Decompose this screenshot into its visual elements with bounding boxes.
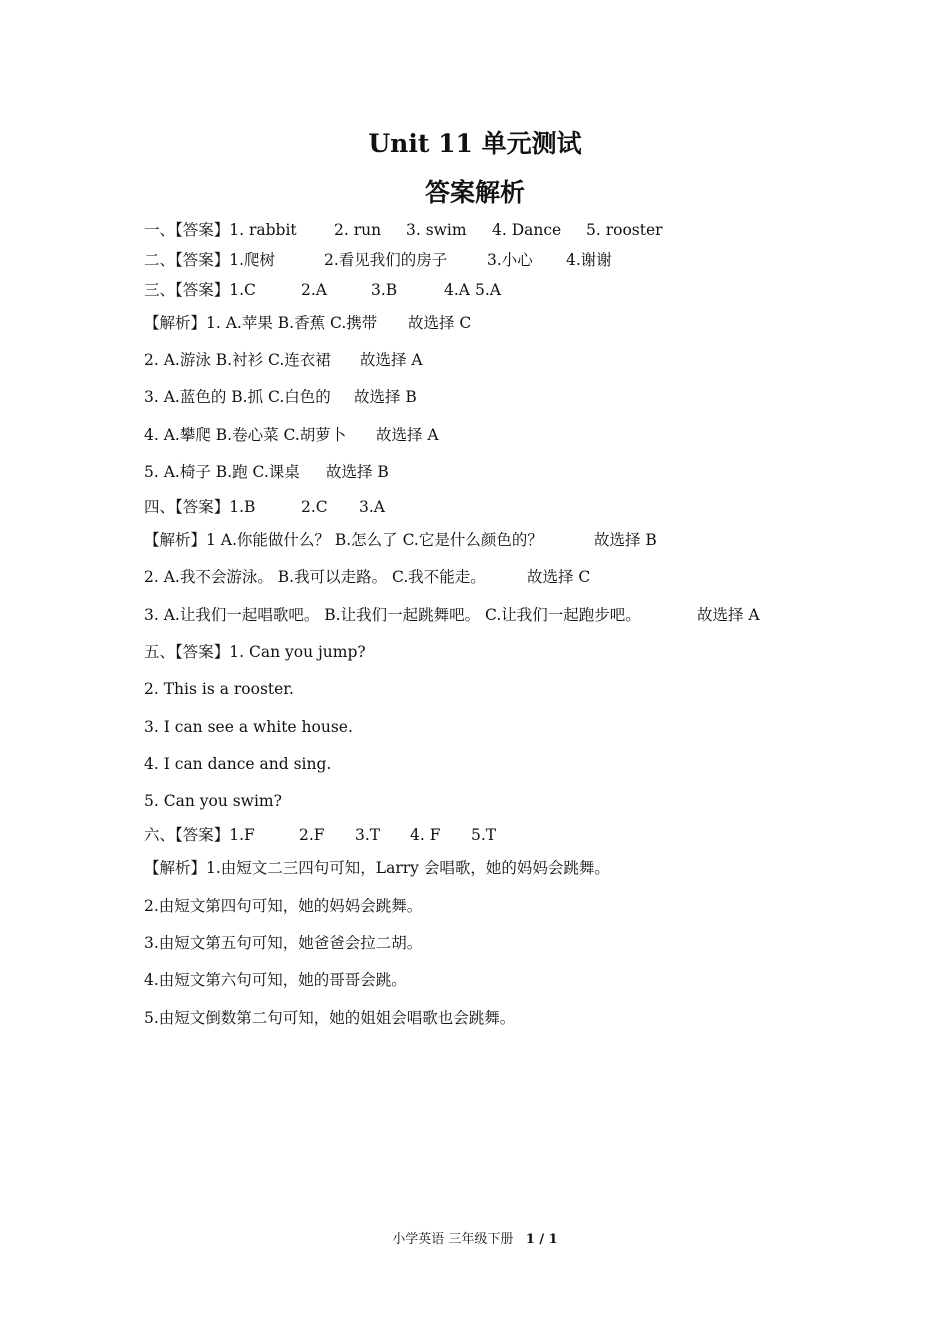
answer-line xyxy=(144,387,417,407)
answer-segment: 4. Dance xyxy=(492,221,562,239)
answer-line xyxy=(144,462,389,482)
answer-segment: 2.F xyxy=(299,826,325,844)
answer-segment: 5. Can you swim? xyxy=(144,792,282,810)
answer-segment: 4. F xyxy=(410,826,441,844)
answer-segment: 4.由短文第六句可知，她的哥哥会跳。 xyxy=(144,971,407,989)
answer-segment: 二、【答案】1.爬树 xyxy=(144,251,276,269)
answer-segment: 4. A.攀爬 B.卷心菜 C.胡萝卜 xyxy=(144,426,347,444)
answer-line xyxy=(144,754,331,774)
answer-segment: 四、【答案】1.B xyxy=(144,498,256,516)
answer-segment: 【解析】1 A.你能做什么？ B.怎么了 C.它是什么颜色的？ xyxy=(144,531,543,549)
answer-segment: 故选择 A xyxy=(376,426,439,444)
answer-segment: 3.A xyxy=(359,498,385,516)
answer-line xyxy=(144,1008,515,1028)
answer-segment: 3.T xyxy=(355,826,381,844)
answer-segment: 4.谢谢 xyxy=(566,251,612,269)
answer-segment: 2. This is a rooster. xyxy=(144,680,294,698)
answer-segment: 2.C xyxy=(301,498,328,516)
answer-line xyxy=(144,933,422,953)
answer-segment: 【解析】1. A.苹果 B.香蕉 C.携带 xyxy=(144,314,378,332)
footer-course: 小学英语 三年级下册 xyxy=(392,1232,514,1247)
answer-segment: 故选择 B xyxy=(326,463,389,481)
answer-segment: 故选择 C xyxy=(408,314,472,332)
answer-segment: 五、【答案】1. Can you jump? xyxy=(144,643,366,661)
answer-line xyxy=(144,825,497,845)
answer-segment: 三、【答案】1.C xyxy=(144,281,256,299)
answer-segment: 3. I can see a white house. xyxy=(144,718,353,736)
answer-segment: 2.由短文第四句可知，她的妈妈会跳舞。 xyxy=(144,897,423,915)
answer-line xyxy=(144,530,657,550)
answer-line xyxy=(144,220,663,240)
answer-segment: 2.看见我们的房子 xyxy=(324,251,448,269)
answer-segment: 故选择 B xyxy=(354,388,417,406)
answer-line xyxy=(144,567,591,587)
answer-line xyxy=(144,717,353,737)
answer-segment: 2. A.我不会游泳。 B.我可以走路。 C.我不能走。 xyxy=(144,568,486,586)
answer-segment: 3. A.让我们一起唱歌吧。 B.让我们一起跳舞吧。 C.让我们一起跑步吧。 xyxy=(144,606,641,624)
answer-segment: 2.A xyxy=(301,281,327,299)
answer-line xyxy=(144,497,385,517)
answer-line xyxy=(144,425,439,445)
answer-segment: 3.B xyxy=(371,281,398,299)
answer-segment: 5.A xyxy=(475,281,501,299)
answer-segment: 3.小心 xyxy=(487,251,533,269)
answer-line xyxy=(144,280,501,300)
answer-segment: 5.T xyxy=(471,826,497,844)
answer-segment: 3. A.蓝色的 B.抓 C.白色的 xyxy=(144,388,331,406)
answer-segment: 故选择 C xyxy=(527,568,591,586)
answer-segment: 2. run xyxy=(334,221,382,239)
answer-line xyxy=(144,642,366,662)
answer-segment: 5. A.椅子 B.跑 C.课桌 xyxy=(144,463,300,481)
answer-segment: 4.A xyxy=(444,281,470,299)
answer-segment: 3.由短文第五句可知，她爸爸会拉二胡。 xyxy=(144,934,423,952)
document-title: Unit 11 单元测试 xyxy=(368,129,582,158)
answer-segment: 【解析】1.由短文二三四句可知，Larry 会唱歌，她的妈妈会跳舞。 xyxy=(144,859,610,877)
answer-segment: 故选择 A xyxy=(697,606,760,624)
answer-line xyxy=(144,970,407,990)
answer-segment: 5. rooster xyxy=(586,221,663,239)
answer-line xyxy=(144,313,472,333)
answer-segment: 一、【答案】1. rabbit xyxy=(144,221,297,239)
answer-line xyxy=(144,791,282,811)
answer-segment: 六、【答案】1.F xyxy=(144,826,255,844)
answer-line xyxy=(144,250,612,270)
answer-segment: 2. A.游泳 B.衬衫 C.连衣裙 xyxy=(144,351,331,369)
answer-segment: 4. I can dance and sing. xyxy=(144,755,332,773)
answer-line xyxy=(144,679,294,699)
answer-line xyxy=(144,350,423,370)
answer-line xyxy=(144,896,422,916)
answer-segment: 故选择 B xyxy=(594,531,657,549)
document-subtitle: 答案解析 xyxy=(424,178,525,207)
answer-segment: 5.由短文倒数第二句可知，她的姐姐会唱歌也会跳舞。 xyxy=(144,1009,516,1027)
answer-segment: 故选择 A xyxy=(360,351,423,369)
answer-segment: 3. swim xyxy=(406,221,467,239)
answer-line xyxy=(144,605,760,625)
page-footer xyxy=(0,1228,950,1247)
footer-page-number: 1 / 1 xyxy=(525,1232,558,1247)
answer-line xyxy=(144,858,610,878)
